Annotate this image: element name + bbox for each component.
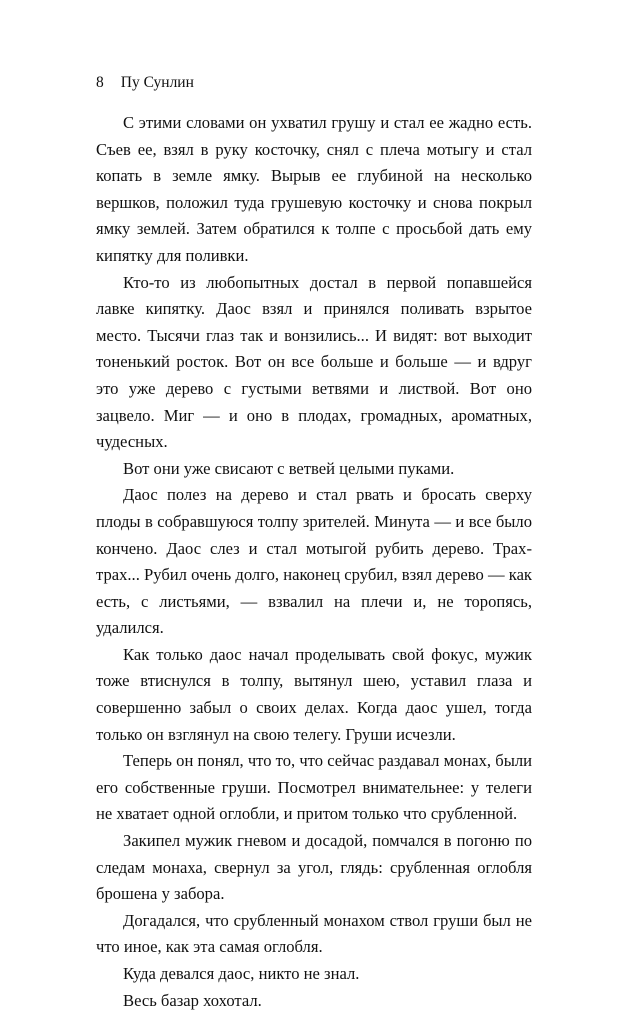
paragraph: Кто-то из любопытных достал в первой попавшейся лавке кипятку. Даос взял и принялся поливать взрытое место. Тысячи глаз так и вонзились... И видят: вот выходит тоненький росток. Вот он все больше и больше — и вдруг это уже дерево с густыми ветвями и листвой. Вот оно зацвело. Миг — и оно в плодах, громадных, ароматных, чудесных. — [96, 272, 532, 452]
paragraph: Даос полез на дерево и стал рвать и бросать сверху плоды в собравшуюся толпу зрителей. Минута — и все было кончено. Даос слез и стал мотыгой рубить дерево. Трах-трах... Рубил очень долго, наконец срубил, взял дерево — как есть, с листьями, — взвалил на плечи и, не торопясь, удалился. — [96, 485, 532, 638]
paragraph: Закипел мужик гневом и досадой, помчался в погоню по следам монаха, свернул за угол, глядь: срубленная оглобля брошена у забора. — [96, 831, 532, 904]
page-number: 8 — [96, 74, 104, 91]
running-title: Пу Сунлин — [120, 74, 194, 91]
paragraph: Куда девался даос, никто не знал. — [123, 964, 360, 983]
paragraph: Догадался, что срубленный монахом ствол груши был не что иное, как эта самая оглобля. — [96, 910, 532, 957]
paragraph: Теперь он понял, что то, что сейчас раздавал монах, были его собственные груши. Посмотрел внимательнее: у телеги не хватает одной оглобли, и притом только что срубленной. — [96, 751, 532, 824]
paragraph: Вот они уже свисают с ветвей целыми пуками. — [123, 458, 455, 478]
paragraph: С этими словами он ухватил грушу и стал ее жадно есть. Съев ее, взял в руку косточку, снял с плеча мотыгу и стал копать в земле ямку. Вырыв ее глубиной на несколько вершков, положил туда грушевую косточку и снова покрыл ямку землей. Затем обратился к толпе с просьбой дать ему кипятку для поливки. — [96, 113, 532, 265]
body-text — [96, 110, 532, 1014]
paragraph: Как только даос начал проделывать свой фокус, мужик тоже втиснулся в толпу, вытянул шею, уставил глаза и совершенно забыл о своих делах. Когда даос ушел, тогда только он взглянул на свою телегу. Груши исчезли. — [96, 644, 532, 744]
running-head — [96, 74, 194, 92]
paragraph: Весь базар хохотал. — [123, 990, 262, 1010]
